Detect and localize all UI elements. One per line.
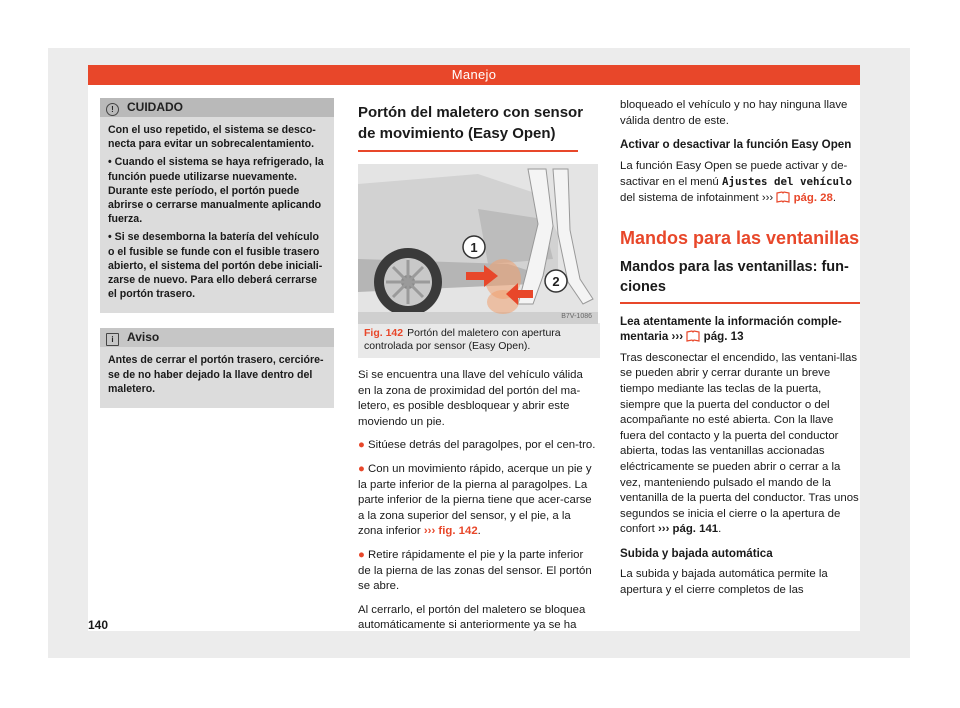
pag-28-link[interactable]: pág. 28 [793, 191, 833, 204]
manual-page [88, 65, 860, 631]
intro-paragraph: Si se encuentra una llave del vehículo válida en la zona de proximidad del portón del ma-letero, es posible desbloquear y abrir este moviendo un pie. [358, 369, 583, 428]
ventanillas-text: Tras desconectar el encendido, las ventani-llas se pueden abrir y cerrar durante un breve tiempo mediante las teclas de la puerta, siempre que la puerta del conductor o del acompañante no esté abierta. Con la llave fuera del contacto y la puerta del conductor abierta, todas las ventanillas accionadas eléctricamente se pueden abrir o cerrar a la vez, manteniendo pulsado el mando de la ventanilla de la puerta del conductor. Tras unos segundos se inicia el cierre o la apertura de confort [620, 351, 859, 536]
callout-1: 1 [470, 240, 478, 255]
ventanillas-paragraph: Tras desconectar el encendido, las ventani-llas se pueden abrir y cerrar durante un breve tiempo mediante las teclas de la puerta, siempre que la puerta del conductor o del acompañante no esté abierta. Con la llave fuera del contacto y la puerta del conductor abierta, todas las ventanillas accionadas eléctricamente se pueden abrir o cerrar a la vez, manteniendo pulsado el mando de la ventanilla de la puerta del conductor. Tras unos segundos se inicia el cierre o la apertura de confort ››› pág. 141. [620, 351, 859, 536]
chapter-header: Manejo [88, 65, 860, 85]
aviso-label: Aviso [127, 330, 160, 345]
activar-heading: Activar o desactivar la función Easy Open [620, 138, 852, 152]
step-1-text: Sitúese detrás del paragolpes, por el cen-tro. [368, 439, 596, 452]
subida-paragraph: La subida y bajada automática permite la apertura y el cierre completos de las [620, 568, 828, 597]
aviso-box [100, 328, 334, 408]
book-icon [686, 330, 700, 342]
cuidado-body [100, 117, 334, 313]
lea-heading [620, 314, 860, 345]
subida-heading: Subida y bajada automática [620, 546, 773, 560]
aviso-header [100, 328, 334, 347]
bullet-icon: ● [358, 548, 369, 561]
figure-caption [358, 323, 600, 358]
aviso-text: Antes de cerrar el portón trasero, cercióre-se de no haber dejado la llave dentro del maletero. [108, 354, 324, 395]
menu-name: Ajustes del vehículo [721, 175, 852, 189]
bullet-icon: ● [358, 462, 369, 475]
step-3-text: Retire rápidamente el pie y la parte inferior de la pierna de las zonas del sensor. El portón se abre. [358, 548, 592, 593]
activar-paragraph: La función Easy Open se puede activar y de-sactivar en el menú Ajustes del vehículo del sistema de infotainment ››› pág. 28. [620, 159, 852, 204]
step-3 [358, 548, 598, 595]
figure-142 [358, 164, 598, 324]
page-number: 140 [88, 618, 109, 632]
closing-paragraph: Al cerrarlo, el portón del maletero se bloquea automáticamente si anteriormente ya se ha [358, 603, 586, 632]
callout-2: 2 [552, 274, 560, 289]
step-2: ● Con un movimiento rápido, acerque un pie y la parte inferior de la pierna al paragolpes. La parte inferior de la pierna tiene que acer-carse a la zona superior del sensor, y el pie, a la zona inferior ››› fig. 142. [358, 462, 592, 538]
figure-caption-text: Portón del maletero con apertura controlada por sensor (Easy Open). [364, 327, 561, 352]
lea-text: Lea atentamente la información comple-mentaria ››› [620, 314, 842, 344]
fig-142-link[interactable]: ››› fig. 142 [423, 525, 478, 538]
step-1 [358, 438, 598, 454]
pag-141-link[interactable]: ››› pág. 141 [658, 523, 719, 536]
figure-caption-label: Fig. 142 [364, 327, 404, 339]
book-icon [776, 191, 790, 203]
cuidado-text-2: • Cuando el sistema se haya refrigerado, la función puede utilizarse nuevamente. Durante este período, el portón puede abrirse o cerrarse manualmente aplicando fuerza. [108, 156, 324, 226]
left-column [100, 98, 334, 423]
subsection-divider [620, 302, 860, 304]
activar-text-a: La función Easy Open se puede activar y de-sactivar en el menú [620, 159, 848, 189]
step-2-text: Con un movimiento rápido, acerque un pie y la parte inferior de la pierna al paragolpes. La parte inferior de la pierna tiene que acer-carse a la zona superior del sensor, y el pie, a la zona inferior [358, 462, 592, 538]
cuidado-text-1: Con el uso repetido, el sistema se desco-necta para evitar un sobrecalentamiento. [108, 124, 316, 151]
cuidado-box [100, 98, 334, 313]
info-icon: i [106, 333, 119, 346]
cuidado-label: CUIDADO [127, 100, 183, 114]
bullet-icon: ● [358, 439, 369, 452]
figure-code: B7V-1086 [561, 313, 592, 320]
section-title: Portón del maletero con sensor de movimiento (Easy Open) [358, 104, 584, 142]
cuidado-header [100, 98, 334, 117]
cuidado-text-3: • Si se desemborna la batería del vehículo o el fusible se funde con el fusible trasero abierto, el sistema del portón debe iniciali-zarse de nuevo. Para ello deberá cerrarse el portón trasero. [108, 231, 323, 301]
easy-open-illustration [358, 164, 598, 324]
continued-paragraph: bloqueado el vehículo y no hay ninguna llave válida dentro de este. [620, 99, 848, 127]
activar-text-b: del sistema de infotainment ››› [620, 191, 774, 204]
middle-column [358, 102, 598, 642]
right-column [620, 98, 860, 607]
subsection-title: Mandos para las ventanillas: fun-ciones [620, 258, 849, 295]
warning-circle-icon: ! [106, 103, 119, 116]
title-divider [358, 150, 578, 152]
aviso-body [100, 347, 334, 408]
chapter-heading: Mandos para las ventanillas [620, 227, 860, 248]
pag-13-link[interactable]: pág. 13 [703, 330, 744, 344]
